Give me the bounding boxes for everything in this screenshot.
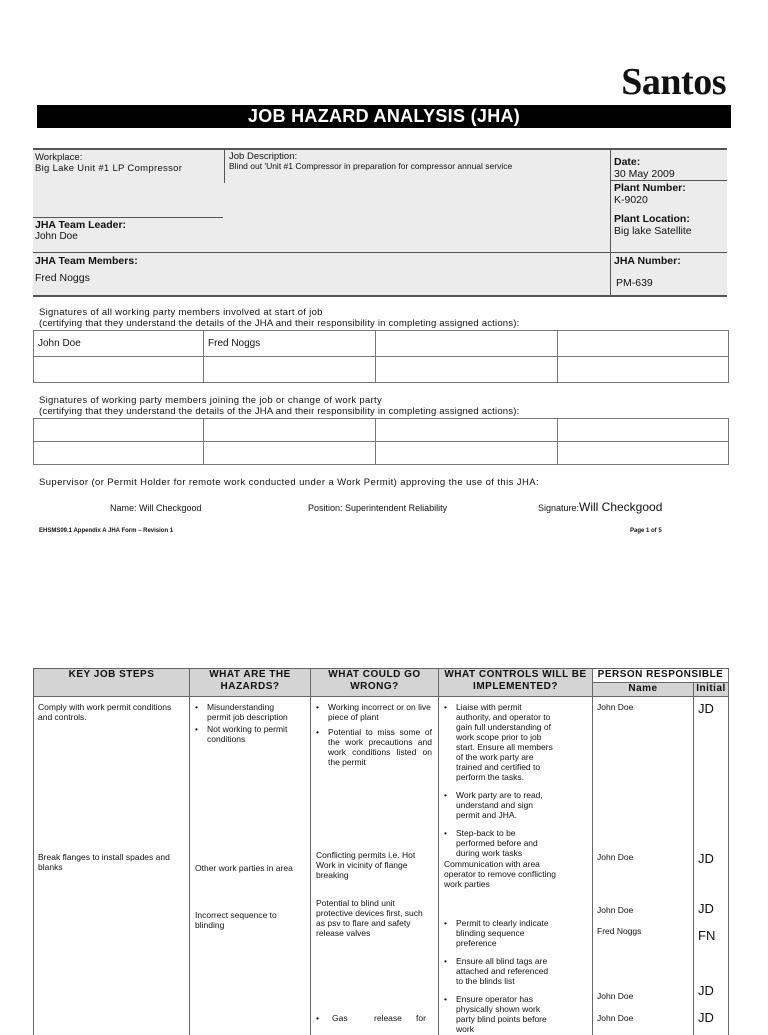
header-divider — [33, 252, 727, 253]
release-word: release — [374, 1013, 402, 1023]
sig-start-table — [33, 330, 729, 383]
person-initial: JD — [698, 1010, 714, 1025]
plant-number-label: Plant Number: — [614, 182, 686, 194]
gas-word: Gas — [332, 1013, 348, 1023]
signature-cell[interactable] — [558, 419, 729, 442]
supervisor-statement: Supervisor (or Permit Holder for remote work conducted under a Work Permit) approving the use of this JHA: — [39, 477, 539, 488]
controls-cell — [439, 697, 593, 1035]
signature-cell[interactable] — [34, 357, 204, 383]
list-item: • Liaise with permit authority, and operator to gain full understanding of work scope prior to job start. Ensure all members of the work party are trained and certified to perform the tasks. — [442, 702, 554, 782]
job-description-label: Job Description: — [229, 151, 297, 162]
wrong-list — [314, 702, 432, 767]
jha-number-value: PM-639 — [616, 277, 653, 289]
table-row — [34, 331, 729, 357]
plant-location-label: Plant Location: — [614, 213, 690, 225]
header-divider — [33, 217, 223, 218]
for-word: for — [416, 1013, 426, 1023]
header-divider — [610, 180, 727, 181]
person-name: John Doe — [597, 1013, 633, 1023]
person-initial: JD — [698, 851, 714, 866]
column-header-hazards: WHAT ARE THE HAZARDS? — [190, 669, 311, 697]
list-item: • Work party are to read, understand and sign permit and JHA. — [442, 790, 554, 820]
person-initial: JD — [698, 701, 714, 716]
column-header-person: PERSON RESPONSIBLE — [593, 669, 729, 683]
person-name: John Doe — [597, 702, 633, 712]
signature-cell[interactable] — [204, 442, 376, 465]
controls-list-blinding — [442, 918, 554, 1034]
sig-joining-table — [33, 418, 729, 465]
person-initial-cell — [694, 697, 729, 1035]
signature-cell[interactable] — [376, 331, 558, 357]
table-row — [34, 442, 729, 465]
signature-cell[interactable] — [204, 419, 376, 442]
workplace-value: Big Lake Unit #1 LP Compressor — [35, 163, 182, 174]
column-header-controls: WHAT CONTROLS WILL BE IMPLEMENTED? — [439, 669, 593, 697]
date-label: Date: — [614, 156, 640, 168]
table-header-row — [34, 669, 729, 683]
supervisor-signature: Will Checkgood — [579, 500, 662, 514]
sig-joining-heading: Signatures of working party members joining the job or change of work party — [39, 395, 382, 406]
supervisor-position: Position: Superintendent Reliability — [308, 503, 447, 514]
controls-list — [442, 702, 554, 858]
signature-cell[interactable] — [558, 357, 729, 383]
sig-start-note: (certifying that they understand the details of the JHA and their responsibility in completing assigned actions): — [39, 318, 519, 329]
workplace-label: Workplace: — [35, 152, 82, 163]
signature-cell[interactable] — [376, 442, 558, 465]
signature-label: Signature: — [538, 503, 579, 514]
list-item: • Ensure operator has physically shown work party blind points before work — [442, 994, 554, 1034]
wrong-conflicting-permits: Conflicting permits i.e. Hot Work in vicinity of flange breaking — [316, 850, 426, 880]
header-divider — [610, 150, 611, 295]
list-item: • Ensure all blind tags are attached and referenced to the blinds list — [442, 956, 554, 986]
person-initial: FN — [698, 928, 715, 943]
control-communication: Communication with area operator to remove conflicting work parties — [444, 859, 559, 889]
person-name: John Doe — [597, 852, 633, 862]
table-row — [34, 697, 729, 1035]
jha-steps-table — [33, 668, 729, 1035]
supervisor-name: Name: Will Checkgood — [110, 503, 202, 514]
column-header-wrong: WHAT COULD GO WRONG? — [311, 669, 439, 697]
plant-number-value: K-9020 — [614, 194, 648, 206]
header-divider — [224, 150, 225, 183]
page-title: JOB HAZARD ANALYSIS (JHA) — [37, 105, 731, 128]
wrong-protective-devices: Potential to blind unit protective devices first, such as psv to flare and safety release valves — [316, 898, 426, 938]
signature-cell[interactable] — [204, 357, 376, 383]
key-step-1: Comply with work permit conditions and controls. — [38, 702, 173, 722]
list-item: • Step-back to be performed before and during work tasks — [442, 828, 554, 858]
list-item: • Misunderstanding permit job description — [193, 702, 293, 722]
hazards-list — [193, 702, 293, 744]
person-name-cell — [593, 697, 694, 1035]
team-members-value: Fred Noggs — [35, 272, 90, 284]
signature-cell[interactable] — [558, 442, 729, 465]
hazard-blind-sequence: Incorrect sequence to blinding — [195, 910, 305, 930]
hazards-cell — [190, 697, 311, 1035]
signature-cell[interactable] — [376, 357, 558, 383]
date-value: 30 May 2009 — [614, 168, 675, 180]
company-logo: Santos — [621, 60, 726, 104]
list-item: • Permit to clearly indicate blinding sequence preference — [442, 918, 554, 948]
table-row — [34, 419, 729, 442]
column-header-initial: Initial — [694, 683, 729, 697]
signature-cell[interactable] — [376, 419, 558, 442]
jha-header-box — [33, 148, 727, 297]
hazard-other-parties: Other work parties in area — [195, 863, 310, 873]
column-header-steps: KEY JOB STEPS — [34, 669, 190, 697]
signature-cell[interactable] — [34, 442, 204, 465]
list-item: • Working incorrect or on live piece of plant — [314, 702, 432, 722]
team-leader-label: JHA Team Leader: — [35, 219, 126, 231]
column-header-name: Name — [593, 683, 694, 697]
sig-joining-note: (certifying that they understand the details of the JHA and their responsibility in completing assigned actions): — [39, 406, 519, 417]
form-revision: EHSMS09.1 Appendix A JHA Form – Revision 1 — [39, 528, 173, 534]
sig-start-heading: Signatures of all working party members involved at start of job — [39, 307, 323, 318]
person-name: Fred Noggs — [597, 926, 641, 936]
team-members-label: JHA Team Members: — [35, 255, 138, 267]
signature-cell[interactable]: Fred Noggs — [204, 331, 376, 357]
key-step-2: Break flanges to install spades and blanks — [38, 852, 173, 872]
page-number: Page 1 of 5 — [630, 528, 662, 534]
person-name: John Doe — [597, 905, 633, 915]
plant-location-value: Big lake Satellite — [614, 225, 692, 237]
table-row — [34, 357, 729, 383]
signature-cell[interactable] — [558, 331, 729, 357]
jha-number-label: JHA Number: — [614, 255, 681, 267]
person-initial: JD — [698, 901, 714, 916]
list-item: • Not working to permit conditions — [193, 724, 293, 744]
steps-cell — [34, 697, 190, 1035]
signature-cell[interactable]: John Doe — [34, 331, 204, 357]
person-initial: JD — [698, 983, 714, 998]
job-description-value: Blind out 'Unit #1 Compressor in preparation for compressor annual service — [229, 161, 512, 172]
person-name: John Doe — [597, 991, 633, 1001]
signature-cell[interactable] — [34, 419, 204, 442]
team-leader-value: John Doe — [35, 231, 78, 242]
list-item: • Potential to miss some of the work precautions and work conditions listed on the permit — [314, 727, 432, 767]
wrong-cell: • Working incorrect or on live piece of plant • Potential to miss some of the work precautions and work conditions listed on the permit Conflicting permits i.e. Hot Work in vicinity of flange breaking Potential to blind unit protective devices first, such as psv to flare and safety release valves • Gas release for — [311, 697, 439, 1035]
